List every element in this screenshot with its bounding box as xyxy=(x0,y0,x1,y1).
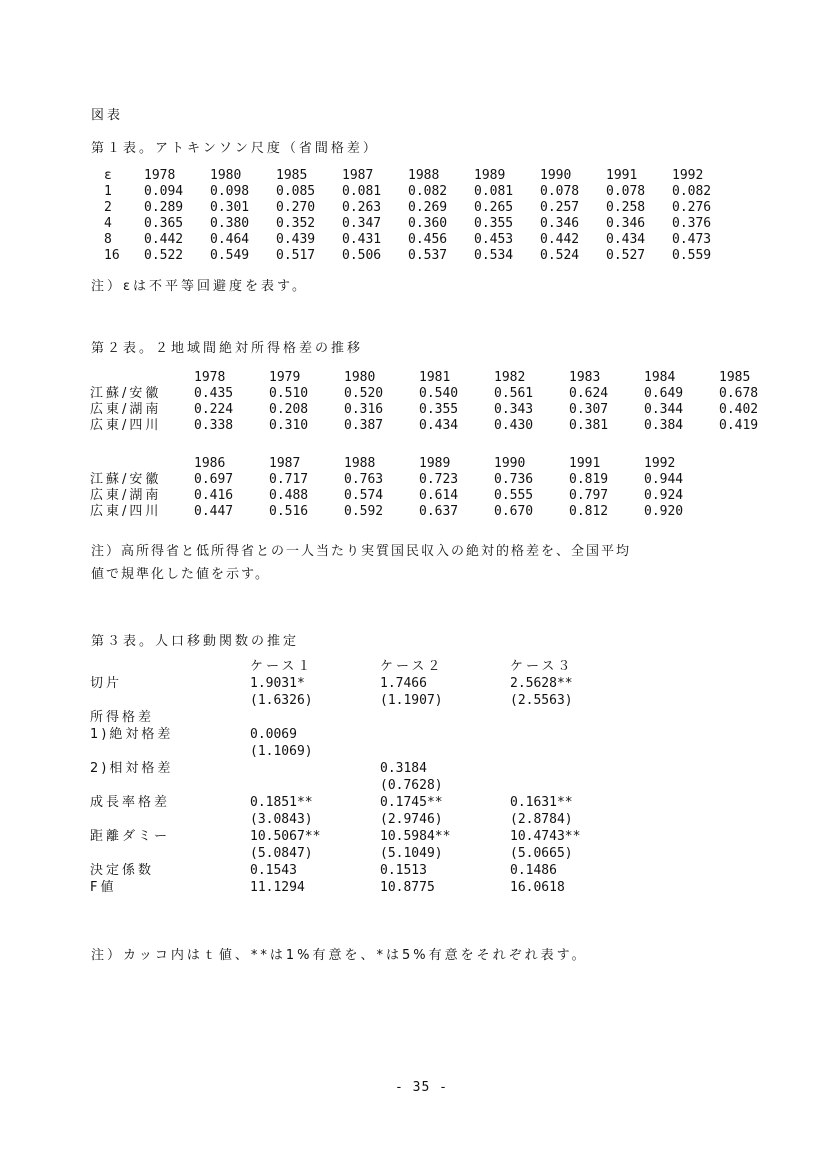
variable-label: 距離ダミー xyxy=(90,829,171,844)
table-row xyxy=(90,794,640,811)
variable-header-blank xyxy=(90,659,250,675)
year-header: 1988 xyxy=(344,456,376,471)
section-label: 図表 xyxy=(91,108,124,123)
year-header: 1988 xyxy=(408,168,440,183)
table-cell: 0.338 xyxy=(194,418,234,433)
variable-label xyxy=(90,811,250,828)
estimate-cell: 2.5628** xyxy=(510,676,573,691)
table-cell: 0.269 xyxy=(408,200,448,215)
year-header: 1990 xyxy=(540,168,572,183)
table-cell: 0.534 xyxy=(474,248,514,263)
region-pair-label: 広東/四川 xyxy=(90,418,162,433)
table-cell: 0.257 xyxy=(540,200,580,215)
year-header: 1984 xyxy=(644,370,676,385)
table-cell: 0.464 xyxy=(210,232,250,247)
estimate-cell: 0.1745** xyxy=(380,795,443,810)
table-row xyxy=(104,184,738,200)
estimate-cell: (5.0665) xyxy=(510,846,573,861)
table-row xyxy=(90,845,640,862)
estimate-cell xyxy=(250,777,380,794)
table-cell: 0.307 xyxy=(569,402,609,417)
table-row xyxy=(90,418,794,434)
variable-label: 1)絶対格差 xyxy=(90,727,174,742)
table-cell: 0.094 xyxy=(144,184,184,199)
estimate-cell: 10.5067** xyxy=(250,829,321,844)
table-cell: 0.670 xyxy=(494,504,534,519)
estimate-cell: (1.1069) xyxy=(250,744,313,759)
estimate-cell: 16.0618 xyxy=(510,880,565,895)
table-cell: 0.522 xyxy=(144,248,184,263)
table-cell: 0.352 xyxy=(276,216,316,231)
table-cell: 0.506 xyxy=(342,248,382,263)
table-cell: 0.082 xyxy=(408,184,448,199)
table-cell: 0.289 xyxy=(144,200,184,215)
table-cell: 0.447 xyxy=(194,504,234,519)
table-row xyxy=(90,504,719,520)
table-cell: 0.316 xyxy=(344,402,384,417)
table-cell: 0.346 xyxy=(606,216,646,231)
table-cell: 0.078 xyxy=(606,184,646,199)
estimate-cell: (1.6326) xyxy=(250,693,313,708)
table-cell: 0.649 xyxy=(644,386,684,401)
table3-title: 第３表。人口移動関数の推定 xyxy=(91,634,300,649)
epsilon-value: 1 xyxy=(104,184,112,199)
year-header: 1978 xyxy=(194,370,226,385)
table-cell: 0.343 xyxy=(494,402,534,417)
table-cell: 0.559 xyxy=(672,248,712,263)
table-cell: 0.347 xyxy=(342,216,382,231)
estimate-cell: (5.1049) xyxy=(380,846,443,861)
table-cell: 0.387 xyxy=(344,418,384,433)
table-row xyxy=(90,386,794,402)
table-cell: 0.537 xyxy=(408,248,448,263)
year-header: 1991 xyxy=(569,456,601,471)
table-cell: 0.614 xyxy=(419,488,459,503)
estimate-cell: 10.4743** xyxy=(510,829,581,844)
table-row xyxy=(90,472,719,488)
estimate-cell: (3.0843) xyxy=(250,812,313,827)
table-cell: 0.637 xyxy=(419,504,459,519)
year-header: 1991 xyxy=(606,168,638,183)
case-header: ケース２ xyxy=(380,659,444,674)
table-cell: 0.380 xyxy=(210,216,250,231)
table-row xyxy=(104,216,738,232)
year-header: 1983 xyxy=(569,370,601,385)
region-pair-label: 江蘇/安徽 xyxy=(90,472,162,487)
table-cell: 0.419 xyxy=(719,418,759,433)
table-cell: 0.301 xyxy=(210,200,250,215)
table-cell: 0.555 xyxy=(494,488,534,503)
table-cell: 0.346 xyxy=(540,216,580,231)
table-cell: 0.416 xyxy=(194,488,234,503)
estimate-cell: 0.0069 xyxy=(250,727,297,742)
year-header: 1980 xyxy=(344,370,376,385)
table-cell: 0.456 xyxy=(408,232,448,247)
year-header: 1989 xyxy=(474,168,506,183)
table-cell: 0.082 xyxy=(672,184,712,199)
year-header: 1992 xyxy=(672,168,704,183)
table-cell: 0.078 xyxy=(540,184,580,199)
estimate-cell: 1.9031* xyxy=(250,676,305,691)
year-header: 1990 xyxy=(494,456,526,471)
region-pair-label: 広東/四川 xyxy=(90,504,162,519)
year-header: 1986 xyxy=(194,456,226,471)
variable-label: 切片 xyxy=(90,676,123,691)
estimate-cell xyxy=(510,726,640,743)
year-header: 1987 xyxy=(269,456,301,471)
table-cell: 0.697 xyxy=(194,472,234,487)
variable-label xyxy=(90,777,250,794)
region-header-blank xyxy=(90,456,194,472)
table-cell: 0.763 xyxy=(344,472,384,487)
table-cell: 0.510 xyxy=(269,386,309,401)
table2-block1 xyxy=(90,370,794,434)
case-header: ケース３ xyxy=(510,659,574,674)
variable-label: 成長率格差 xyxy=(90,795,171,810)
table-cell: 0.549 xyxy=(210,248,250,263)
estimate-cell xyxy=(510,743,640,760)
table-cell: 0.797 xyxy=(569,488,609,503)
table-cell: 0.384 xyxy=(644,418,684,433)
table1-title: 第１表。アトキンソン尺度（省間格差） xyxy=(91,141,379,156)
table-row xyxy=(90,726,640,743)
variable-label: 2)相対格差 xyxy=(90,761,174,776)
variable-label: F値 xyxy=(90,880,117,895)
table-cell: 0.085 xyxy=(276,184,316,199)
table2-block2 xyxy=(90,456,719,520)
table-cell: 0.270 xyxy=(276,200,316,215)
estimate-cell: (0.7628) xyxy=(380,778,443,793)
table-row xyxy=(104,200,738,216)
table-cell: 0.263 xyxy=(342,200,382,215)
epsilon-value: 2 xyxy=(104,200,112,215)
table-row xyxy=(90,811,640,828)
estimate-cell: (2.8784) xyxy=(510,812,573,827)
table-cell: 0.678 xyxy=(719,386,759,401)
table-cell: 0.344 xyxy=(644,402,684,417)
table-cell: 0.473 xyxy=(672,232,712,247)
table-cell: 0.517 xyxy=(276,248,316,263)
table-cell: 0.208 xyxy=(269,402,309,417)
table-cell: 0.624 xyxy=(569,386,609,401)
table-row xyxy=(90,760,640,777)
table-row xyxy=(90,862,640,879)
year-header: 1980 xyxy=(210,168,242,183)
estimate-cell: (2.5563) xyxy=(510,693,573,708)
table3 xyxy=(90,659,640,896)
year-header: 1979 xyxy=(269,370,301,385)
table-cell: 0.527 xyxy=(606,248,646,263)
table-cell: 0.081 xyxy=(342,184,382,199)
table-cell: 0.924 xyxy=(644,488,684,503)
table-cell: 0.574 xyxy=(344,488,384,503)
estimate-cell: 11.1294 xyxy=(250,880,305,895)
year-header: 1989 xyxy=(419,456,451,471)
epsilon-header: ε xyxy=(104,168,112,183)
estimate-cell xyxy=(510,777,640,794)
epsilon-value: 16 xyxy=(104,248,120,263)
variable-label xyxy=(90,743,250,760)
estimate-cell xyxy=(380,709,510,726)
table-cell: 0.098 xyxy=(210,184,250,199)
table-cell: 0.376 xyxy=(672,216,712,231)
table-cell: 0.717 xyxy=(269,472,309,487)
table-cell: 0.224 xyxy=(194,402,234,417)
table-cell: 0.265 xyxy=(474,200,514,215)
table-cell: 0.431 xyxy=(342,232,382,247)
estimate-cell: 0.1513 xyxy=(380,863,427,878)
table2-note-line1: 注）高所得省と低所得省との一人当たり実質国民収入の絶対的格差を、全国平均 xyxy=(91,544,632,559)
table-cell: 0.355 xyxy=(419,402,459,417)
estimate-cell: (5.0847) xyxy=(250,846,313,861)
epsilon-value: 4 xyxy=(104,216,112,231)
table-row xyxy=(90,828,640,845)
estimate-cell: 0.1486 xyxy=(510,863,557,878)
variable-label: 決定係数 xyxy=(90,863,155,878)
year-header: 1978 xyxy=(144,168,176,183)
estimate-cell: (1.1907) xyxy=(380,693,443,708)
estimate-cell: 0.3184 xyxy=(380,761,427,776)
table-cell: 0.439 xyxy=(276,232,316,247)
table-row xyxy=(90,488,719,504)
table-row xyxy=(90,743,640,760)
table-cell: 0.276 xyxy=(672,200,712,215)
table-cell: 0.488 xyxy=(269,488,309,503)
variable-label: 所得格差 xyxy=(90,710,155,725)
table-cell: 0.723 xyxy=(419,472,459,487)
table-row xyxy=(90,709,640,726)
year-header: 1987 xyxy=(342,168,374,183)
table-cell: 0.381 xyxy=(569,418,609,433)
estimate-cell: 0.1851** xyxy=(250,795,313,810)
table-cell: 0.524 xyxy=(540,248,580,263)
region-header-blank xyxy=(90,370,194,386)
table-cell: 0.355 xyxy=(474,216,514,231)
table-cell: 0.736 xyxy=(494,472,534,487)
estimate-cell xyxy=(250,709,380,726)
year-header: 1982 xyxy=(494,370,526,385)
table-cell: 0.434 xyxy=(606,232,646,247)
year-header: 1985 xyxy=(719,370,751,385)
table-row xyxy=(104,232,738,248)
estimate-cell xyxy=(510,760,640,777)
table-cell: 0.442 xyxy=(144,232,184,247)
table2-title: 第２表。２地域間絶対所得格差の推移 xyxy=(91,341,364,356)
table-cell: 0.944 xyxy=(644,472,684,487)
table-cell: 0.402 xyxy=(719,402,759,417)
table-row xyxy=(90,692,640,709)
region-pair-label: 江蘇/安徽 xyxy=(90,386,162,401)
estimate-cell xyxy=(380,726,510,743)
table-cell: 0.435 xyxy=(194,386,234,401)
estimate-cell xyxy=(380,743,510,760)
table-row xyxy=(90,879,640,896)
table-cell: 0.442 xyxy=(540,232,580,247)
year-header: 1985 xyxy=(276,168,308,183)
region-pair-label: 広東/湖南 xyxy=(90,488,162,503)
table-cell: 0.592 xyxy=(344,504,384,519)
table1-note: 注）εは不平等回避度を表す。 xyxy=(91,279,308,294)
region-pair-label: 広東/湖南 xyxy=(90,402,162,417)
estimate-cell: 0.1631** xyxy=(510,795,573,810)
estimate-cell: (2.9746) xyxy=(380,812,443,827)
table-cell: 0.920 xyxy=(644,504,684,519)
table-cell: 0.258 xyxy=(606,200,646,215)
table-row xyxy=(90,402,794,418)
table2-note-line2: 値で規準化した値を示す。 xyxy=(91,567,270,582)
variable-label xyxy=(90,692,250,709)
table-cell: 0.365 xyxy=(144,216,184,231)
table-row xyxy=(90,777,640,794)
estimate-cell: 10.5984** xyxy=(380,829,451,844)
table-cell: 0.310 xyxy=(269,418,309,433)
table-cell: 0.081 xyxy=(474,184,514,199)
table-cell: 0.360 xyxy=(408,216,448,231)
year-header: 1992 xyxy=(644,456,676,471)
estimate-cell xyxy=(250,760,380,777)
case-header: ケース１ xyxy=(250,659,314,674)
table-row xyxy=(90,675,640,692)
table-cell: 0.561 xyxy=(494,386,534,401)
table-cell: 0.520 xyxy=(344,386,384,401)
table-cell: 0.540 xyxy=(419,386,459,401)
epsilon-value: 8 xyxy=(104,232,112,247)
year-header: 1981 xyxy=(419,370,451,385)
estimate-cell: 1.7466 xyxy=(380,676,427,691)
estimate-cell: 0.1543 xyxy=(250,863,297,878)
table-cell: 0.453 xyxy=(474,232,514,247)
variable-label xyxy=(90,845,250,862)
table-cell: 0.819 xyxy=(569,472,609,487)
table-cell: 0.430 xyxy=(494,418,534,433)
table1 xyxy=(104,168,738,264)
table-cell: 0.812 xyxy=(569,504,609,519)
estimate-cell xyxy=(510,709,640,726)
table3-note: 注）カッコ内はｔ値、**は1%有意を、*は5%有意をそれぞれ表す。 xyxy=(91,948,588,963)
table-row xyxy=(104,248,738,264)
page-number: - 35 - xyxy=(395,1080,448,1095)
estimate-cell: 10.8775 xyxy=(380,880,435,895)
table-cell: 0.516 xyxy=(269,504,309,519)
table-cell: 0.434 xyxy=(419,418,459,433)
